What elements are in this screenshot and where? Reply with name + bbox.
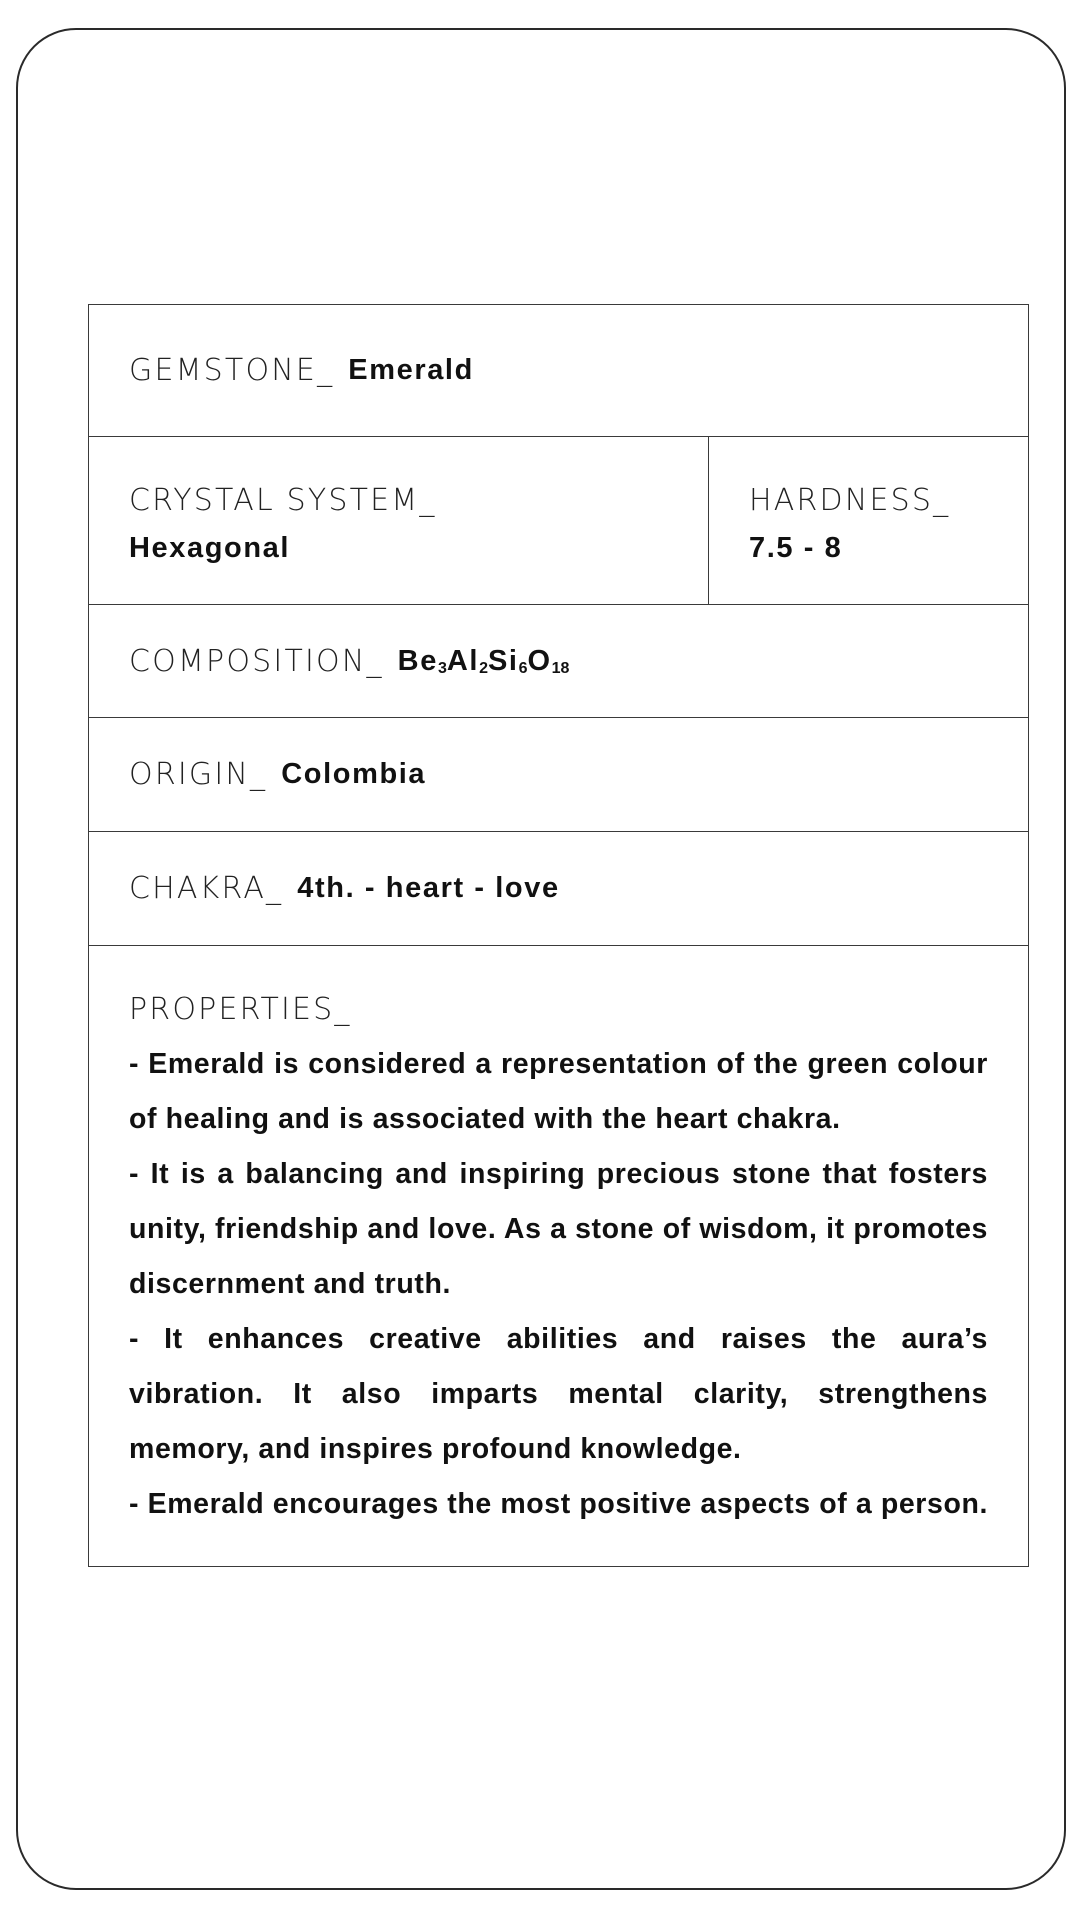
hardness-label: HARDNESS_ [749, 483, 951, 518]
gemstone-row [89, 305, 1028, 437]
properties-text [129, 1037, 988, 1532]
formula-subscript: 2 [479, 659, 488, 677]
formula-element: Al [446, 644, 480, 677]
composition-formula [398, 645, 570, 678]
gemstone-label: GEMSTONE_ [129, 353, 335, 388]
gemstone-value: Emerald [348, 354, 474, 386]
crystal-system-label: CRYSTAL SYSTEM_ [129, 483, 437, 518]
formula-element: Si [487, 644, 519, 677]
crystal-system-value: Hexagonal [129, 532, 291, 564]
gemstone-info-table [88, 304, 1029, 1567]
crystal-hardness-row [89, 437, 1028, 605]
crystal-system-cell [89, 437, 709, 604]
property-item: - It enhances creative abilities and raises the aura’s vibration. It also imparts mental clarity, strengthens memory, and inspires profound knowledge. [129, 1323, 988, 1465]
chakra-label: CHAKRA_ [129, 871, 284, 906]
origin-label: ORIGIN_ [129, 757, 268, 792]
formula-subscript: 18 [551, 659, 570, 677]
hardness-value: 7.5 - 8 [749, 532, 843, 564]
properties-label: PROPERTIES_ [129, 992, 352, 1027]
property-item: - It is a balancing and inspiring precious stone that fosters unity, friendship and love. As a stone of wisdom, it promotes discernment and truth. [129, 1158, 988, 1300]
property-item: - Emerald is considered a representation of the green colour of healing and is associated with the heart chakra. [129, 1048, 988, 1135]
property-item: - Emerald encourages the most positive aspects of a person. [129, 1488, 988, 1520]
gemstone-card [16, 28, 1066, 1890]
properties-row [89, 946, 1028, 1566]
chakra-row [89, 832, 1028, 946]
hardness-cell [709, 437, 1028, 604]
origin-row [89, 718, 1028, 832]
formula-element: Be [397, 644, 438, 677]
chakra-value: 4th. - heart - love [297, 872, 560, 904]
composition-label: COMPOSITION_ [129, 643, 384, 679]
formula-subscript: 6 [518, 659, 528, 677]
formula-element: O [527, 644, 552, 677]
formula-subscript: 3 [437, 659, 447, 677]
origin-value: Colombia [281, 758, 427, 790]
composition-row [89, 605, 1028, 718]
